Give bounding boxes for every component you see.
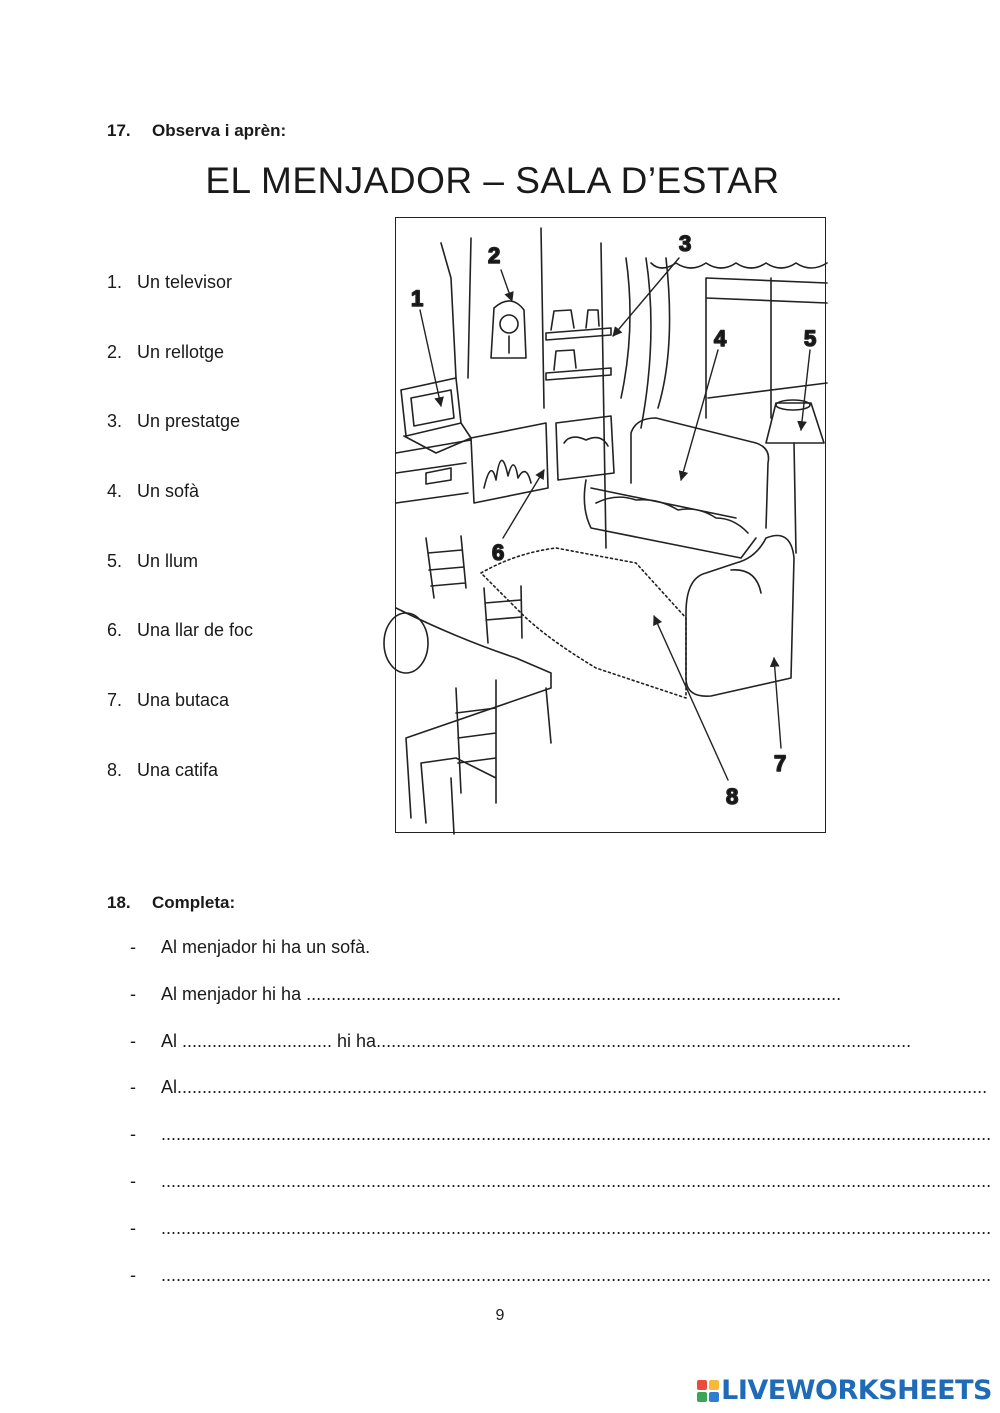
- vocab-item: [107, 411, 367, 481]
- arrow-4: [681, 350, 718, 480]
- brand-block: [697, 1380, 707, 1390]
- completion-line[interactable]: [125, 1217, 992, 1265]
- arrow-2: [501, 270, 512, 301]
- vocab-word: Un llum: [137, 550, 199, 571]
- armchair-drawing: [686, 536, 794, 697]
- picture-label-4: 4: [714, 326, 727, 351]
- line-text[interactable]: ......................................................................................................................................................................: [161, 1264, 992, 1285]
- shelf-upper: [546, 328, 611, 340]
- vocab-word: Un rellotge: [137, 341, 225, 362]
- line-dash: -: [130, 1124, 136, 1145]
- line-text[interactable]: Al menjador hi ha ...........................................................................................................: [161, 983, 842, 1004]
- line-dash: -: [130, 937, 136, 957]
- vocabulary-list: [107, 272, 367, 830]
- arrow-7: [774, 658, 781, 748]
- exercise-17-instruction: Observa i aprèn:: [152, 121, 287, 140]
- arrow-6: [503, 470, 544, 538]
- line-text[interactable]: Al .............................. hi ha...........................................................................................................: [161, 1030, 912, 1051]
- shelf-books: [551, 310, 599, 370]
- exercise-17-heading: [107, 121, 286, 141]
- picture-label-8: 8: [726, 784, 739, 809]
- vocab-word: Una butaca: [137, 690, 230, 711]
- shelf-lower: [546, 368, 611, 380]
- chair-back-1: [426, 536, 466, 598]
- vocab-word: Un sofà: [137, 481, 200, 502]
- vocab-item: [107, 551, 367, 621]
- rug-drawing: [481, 548, 686, 698]
- arrow-8: [654, 616, 728, 780]
- line-dash: -: [130, 1264, 136, 1285]
- fireplace: [471, 423, 548, 503]
- vocab-word: Una llar de foc: [137, 620, 254, 641]
- vocab-item: [107, 760, 367, 830]
- vocab-item: [107, 620, 367, 690]
- chair-back-2: [484, 586, 522, 643]
- valance: [651, 263, 827, 268]
- sideboard: [396, 440, 471, 503]
- clock-face: [500, 315, 518, 333]
- vocab-number: 7.: [107, 690, 123, 711]
- liveworksheets-logo[interactable]: [697, 1375, 992, 1406]
- picture-label-1: 1: [411, 286, 424, 311]
- line-text[interactable]: ......................................................................................................................................................................: [161, 1170, 992, 1191]
- line-text[interactable]: ......................................................................................................................................................................: [161, 1217, 992, 1238]
- brand-name: LIVEWORKSHEETS: [721, 1375, 992, 1406]
- picture-label-6: 6: [492, 540, 505, 565]
- page-number: 9: [495, 1307, 505, 1324]
- completion-line[interactable]: [125, 1124, 992, 1171]
- vocab-number: 2.: [107, 341, 123, 362]
- exercise-18-instruction: Completa:: [152, 893, 236, 912]
- completion-line-example: [125, 937, 885, 984]
- wall-column: [541, 228, 606, 548]
- line-dash: -: [130, 1170, 136, 1191]
- picture-label-3: 3: [679, 231, 692, 256]
- living-room-drawing: [396, 218, 827, 834]
- arrow-5: [801, 350, 810, 430]
- curtain-left: [621, 258, 670, 428]
- completion-line[interactable]: [125, 1264, 992, 1312]
- vocab-number: 8.: [107, 759, 123, 780]
- vocab-number: 3.: [107, 411, 123, 432]
- vocab-number: 4.: [107, 481, 123, 502]
- arrow-1: [420, 310, 441, 406]
- living-room-illustration: [395, 217, 826, 833]
- vocab-word: Un televisor: [137, 272, 233, 292]
- vocab-item: [107, 272, 367, 342]
- vocab-number: 5.: [107, 550, 123, 571]
- wall-line: [441, 238, 471, 378]
- exercise-17-number: 17.: [107, 121, 131, 140]
- completion-line[interactable]: [125, 984, 885, 1031]
- line-text[interactable]: ......................................................................................................................................................................: [161, 1124, 992, 1145]
- picture-label-5: 5: [804, 326, 817, 351]
- completion-lines: [125, 937, 992, 1311]
- front-chair: [421, 680, 496, 834]
- dining-table: [396, 608, 551, 818]
- brand-block: [697, 1392, 707, 1402]
- completion-line[interactable]: [125, 1170, 992, 1218]
- completion-line[interactable]: [125, 1077, 988, 1124]
- page-title: EL MENJADOR – SALA D’ESTAR: [205, 160, 780, 201]
- vocab-word: Una catifa: [137, 759, 219, 780]
- line-dash: -: [130, 1077, 136, 1098]
- fire-flames: [484, 460, 531, 488]
- picture-label-7: 7: [774, 751, 787, 776]
- exercise-18-number: 18.: [107, 893, 131, 912]
- vocab-number: 1.: [107, 272, 123, 292]
- vocab-item: [107, 690, 367, 760]
- brand-blocks-icon: [697, 1380, 719, 1402]
- vocab-item: [107, 481, 367, 551]
- picture-label-2: 2: [488, 243, 501, 268]
- exercise-18-heading: [107, 893, 235, 913]
- line-dash: -: [130, 1030, 136, 1051]
- lamp-pole: [794, 443, 796, 553]
- line-text[interactable]: Al..................................................................................................................................................................: [161, 1077, 988, 1098]
- line-dash: -: [130, 983, 136, 1004]
- completion-line[interactable]: [125, 1030, 912, 1078]
- brand-block: [709, 1392, 719, 1402]
- line-dash: -: [130, 1217, 136, 1238]
- brand-block: [709, 1380, 719, 1390]
- line-text: Al menjador hi ha un sofà.: [161, 937, 371, 957]
- lamp-shade: [766, 403, 824, 443]
- vocab-number: 6.: [107, 620, 123, 641]
- fruit-bowl: [384, 613, 428, 673]
- vocab-item: [107, 342, 367, 412]
- vocab-word: Un prestatge: [137, 411, 241, 432]
